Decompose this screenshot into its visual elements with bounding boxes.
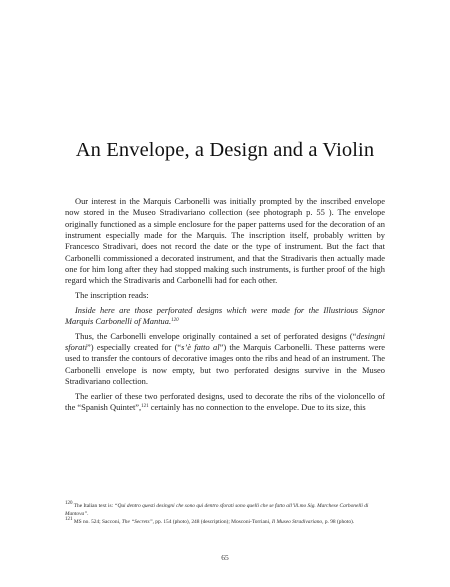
chapter-title: An Envelope, a Design and a Violin xyxy=(75,139,375,161)
footnote-ref-120: 120 xyxy=(171,318,179,324)
paragraph-2: The inscription reads: xyxy=(75,290,149,301)
inscription-quote xyxy=(65,305,385,328)
page-number: 65 xyxy=(221,553,229,562)
italic-desingni-sforati: desingni sforati xyxy=(65,330,385,353)
body-text xyxy=(65,196,385,417)
paragraph-5: The earlier of these two perforated designs, used to decorate the ribs of the violoncello of the “Spanish Quintet”,$^{121}$ certainly has no connection to the envelope. Due to its size, this xyxy=(65,390,385,413)
footnote-121: $^{121}$ MS no. 524; Sacconi, The “Secrets”, pp. 154 (photo), 248 (description); Mosconi-Torriani, Il Museo Stradivariano, p. 98 (photo). xyxy=(65,516,355,525)
footnote-ref-121: 121 xyxy=(141,404,149,410)
italic-se-fatto-al: s’è fatto al xyxy=(181,342,220,353)
paragraph-4: Thus, the Carbonelli envelope originally contained a set of perforated designs (“desingni sforati”) especially created for (“s’è fatto al”) the Marquis Carbonelli. These patterns were used to transfer the contours of decorative images onto the ribs and head of an instrument. The Carbonelli envelope is now empty, but two perforated designs survive in the Museo Stradivariano collection. xyxy=(65,330,385,387)
footnotes xyxy=(65,503,387,526)
footnote-120: $^{120}$ The Italian text is: “Qui dentro questi desingni che sono qui dentro sforati sono quelli che se fatto all’ill.mo Sig. Marchese Carbonelli di Mantova”. xyxy=(65,501,369,517)
inscription-text: Inside here are those perforated designs which were made for the Illustrious Signor Marquis Carbonelli of Mantua. xyxy=(65,304,385,327)
paragraph-1: Our interest in the Marquis Carbonelli was initially prompted by the inscribed envelope now stored in the Museo Stradivariano collection (see photograph p. 55 ). The envelope originally functioned as a simple enclosure for the paper patterns used for the decoration of an instrument especially made for the Marquis. The inscription itself, probably written by Francesco Stradivari, does not record the date or the type of instrument. But the fact that Carbonelli commissioned a decorated instrument, and that the Stradivaris then actually made one for him long after they had stopped making such instruments, is further proof of the high regard which the Stradivaris and Carbonelli had for each other. xyxy=(65,196,385,286)
